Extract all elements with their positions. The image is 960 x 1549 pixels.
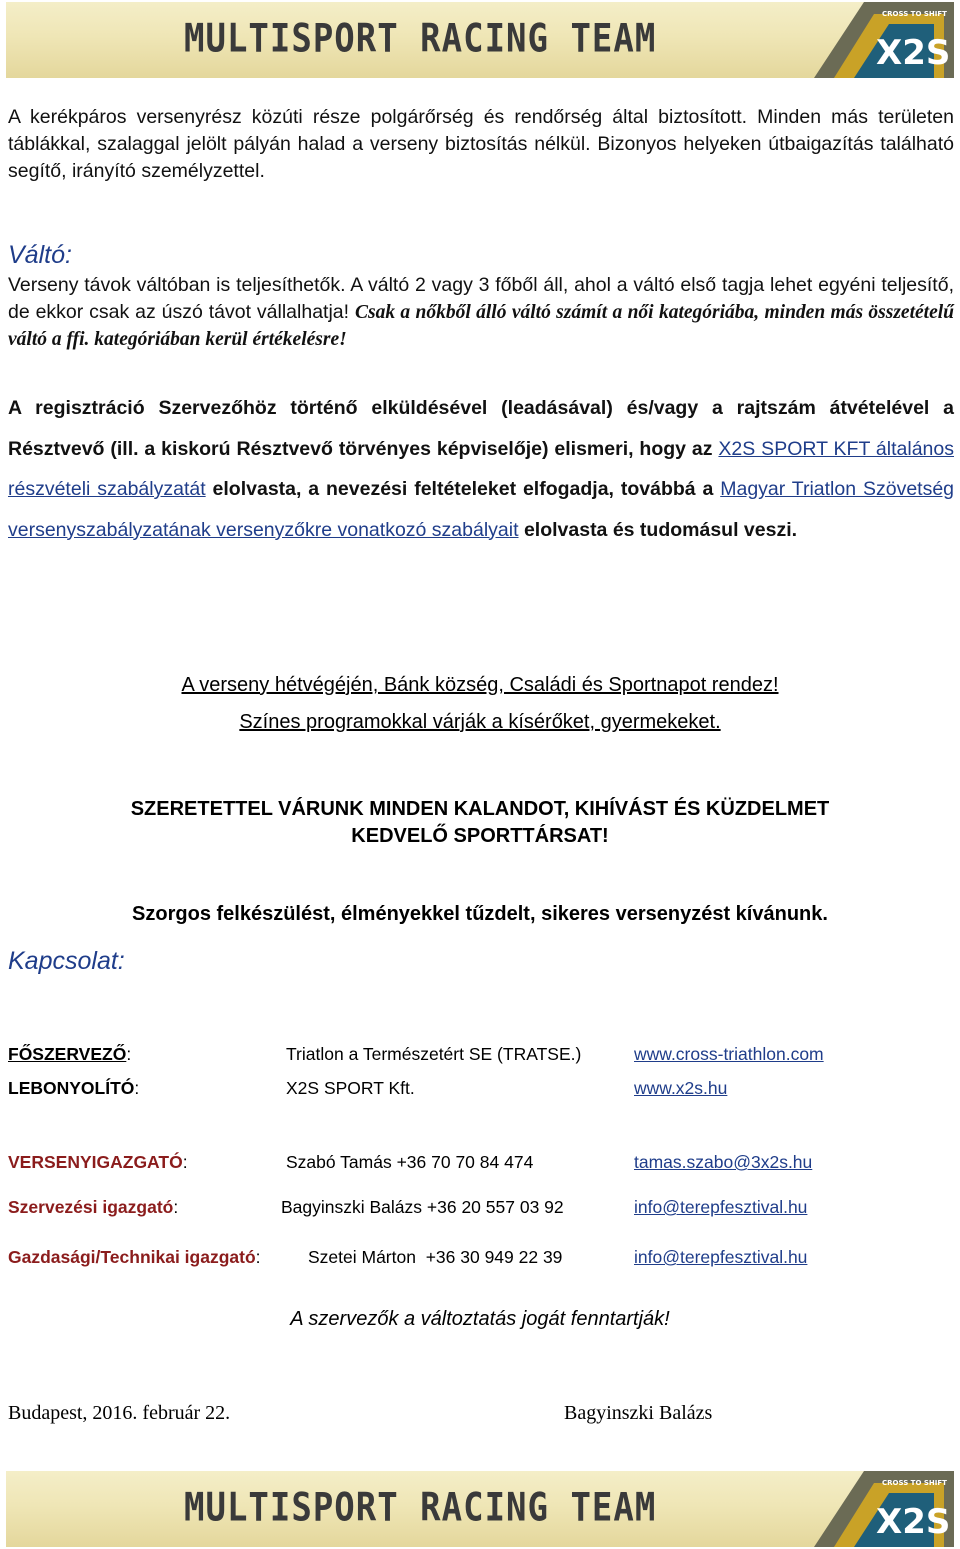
contact-colon: : <box>126 1044 132 1064</box>
contact-link[interactable]: tamas.szabo@3x2s.hu <box>634 1152 813 1172</box>
registration-part2: elolvasta, a nevezési feltételeket elfogadja, továbbá a <box>212 478 714 500</box>
welcome-block <box>0 796 960 850</box>
contact-row <box>8 1197 178 1218</box>
event-line-1: A verseny hétvégéjén, Bánk község, Családi és Sportnapot rendez! <box>181 674 779 696</box>
contact-heading: Kapcsolat: <box>8 947 125 975</box>
contact-value: Szabó Tamás +36 70 70 84 474 <box>286 1152 534 1172</box>
x2s-logo <box>794 2 954 78</box>
logo-small-text: CROSS TO SHIFT <box>882 10 947 18</box>
footer-banner <box>6 1471 954 1547</box>
event-line-2: Színes programokkal várják a kísérőket, gyermekeket. <box>239 711 721 733</box>
contact-label: VERSENYIGAZGATÓ <box>8 1152 183 1172</box>
registration-paragraph <box>8 388 954 550</box>
participation-rules-link[interactable]: X2S SPORT KFT általános részvételi szabályzatát <box>8 437 954 500</box>
contact-label: FŐSZERVEZŐ <box>8 1044 127 1064</box>
contact-label: LEBONYOLÍTÓ <box>8 1078 135 1098</box>
registration-part3: elolvasta és tudomásul veszi. <box>523 518 798 541</box>
triathlon-rules-link[interactable]: Magyar Triatlon Szövetség versenyszabályzatának versenyzőkre vonatkozó szabályait <box>8 478 955 541</box>
welcome-line-1: SZERETETTEL VÁRUNK MINDEN KALANDOT, KIHÍVÁST ÉS KÜZDELMET <box>130 798 830 820</box>
rights-notice: A szervezők a változtatás jogát fenntartják! <box>290 1308 670 1330</box>
contact-colon: : <box>182 1152 188 1172</box>
contact-link[interactable]: info@terepfesztival.hu <box>634 1197 808 1217</box>
header-banner <box>6 2 954 78</box>
contact-row <box>8 1152 188 1173</box>
logo-text: X2S <box>876 1502 951 1542</box>
event-block <box>0 667 960 741</box>
banner-title: MULTISPORT RACING TEAM <box>184 16 657 62</box>
logo-small-text: CROSS TO SHIFT <box>882 1479 947 1487</box>
wish-text: Szorgos felkészülést, élményekkel tűzdelt, sikeres versenyzést kívánunk. <box>132 903 828 925</box>
banner-title: MULTISPORT RACING TEAM <box>184 1485 657 1531</box>
contact-colon: : <box>255 1247 261 1267</box>
valto-text: Verseny távok váltóban is teljesíthetők. A váltó 2 vagy 3 főből áll, ahol a váltó első tagja lehet egyéni teljesítő, de ekkor csak az úszó távot vállalhatja! <box>8 274 954 323</box>
valto-heading: Váltó: <box>8 241 72 269</box>
valto-note: Csak a nőkből álló váltó számít a női kategóriába, minden más összetételű váltó a ffi. kategóriában kerül értékelésre! <box>8 302 954 350</box>
contact-row <box>8 1044 131 1065</box>
contact-label: Szervezési igazgató <box>8 1197 174 1217</box>
signature: Bagyinszki Balázs <box>564 1402 713 1424</box>
contact-colon: : <box>173 1197 179 1217</box>
contact-label: Gazdasági/Technikai igazgató <box>8 1247 256 1267</box>
x2s-logo <box>794 1471 954 1547</box>
logo-text: X2S <box>876 33 951 73</box>
contact-value: Bagyinszki Balázs +36 20 557 03 92 <box>281 1197 564 1217</box>
valto-paragraph <box>8 272 954 353</box>
contact-link[interactable]: www.x2s.hu <box>634 1078 728 1098</box>
contact-colon: : <box>134 1078 140 1098</box>
welcome-line-2: KEDVELŐ SPORTTÁRSAT! <box>351 825 609 847</box>
contact-value: Triatlon a Természetért SE (TRATSE.) <box>286 1044 582 1064</box>
contact-value: X2S SPORT Kft. <box>286 1078 415 1098</box>
contact-link[interactable]: www.cross-triathlon.com <box>634 1044 824 1064</box>
registration-part1: A regisztráció Szervezőhöz történő elküldésével (leadásával) és/vagy a rajtszám átvételével a Résztvevő (ill. a kiskorú Résztvevő törvényes képviselője) elismeri, hogy az <box>8 397 954 460</box>
contact-row <box>8 1078 139 1099</box>
contact-value: Szetei Márton +36 30 949 22 39 <box>308 1247 563 1267</box>
place-date: Budapest, 2016. február 22. <box>8 1402 231 1424</box>
intro-paragraph: A kerékpáros versenyrész közúti része polgárőrség és rendőrség által biztosított. Minden más területen táblákkal, szalaggal jelölt pályán halad a verseny biztosítás nélkül. Bizonyos helyeken útbaigazítás található segítő, irányító személyzettel. <box>8 106 954 182</box>
contact-row <box>8 1247 261 1268</box>
contact-link[interactable]: info@terepfesztival.hu <box>634 1247 808 1267</box>
